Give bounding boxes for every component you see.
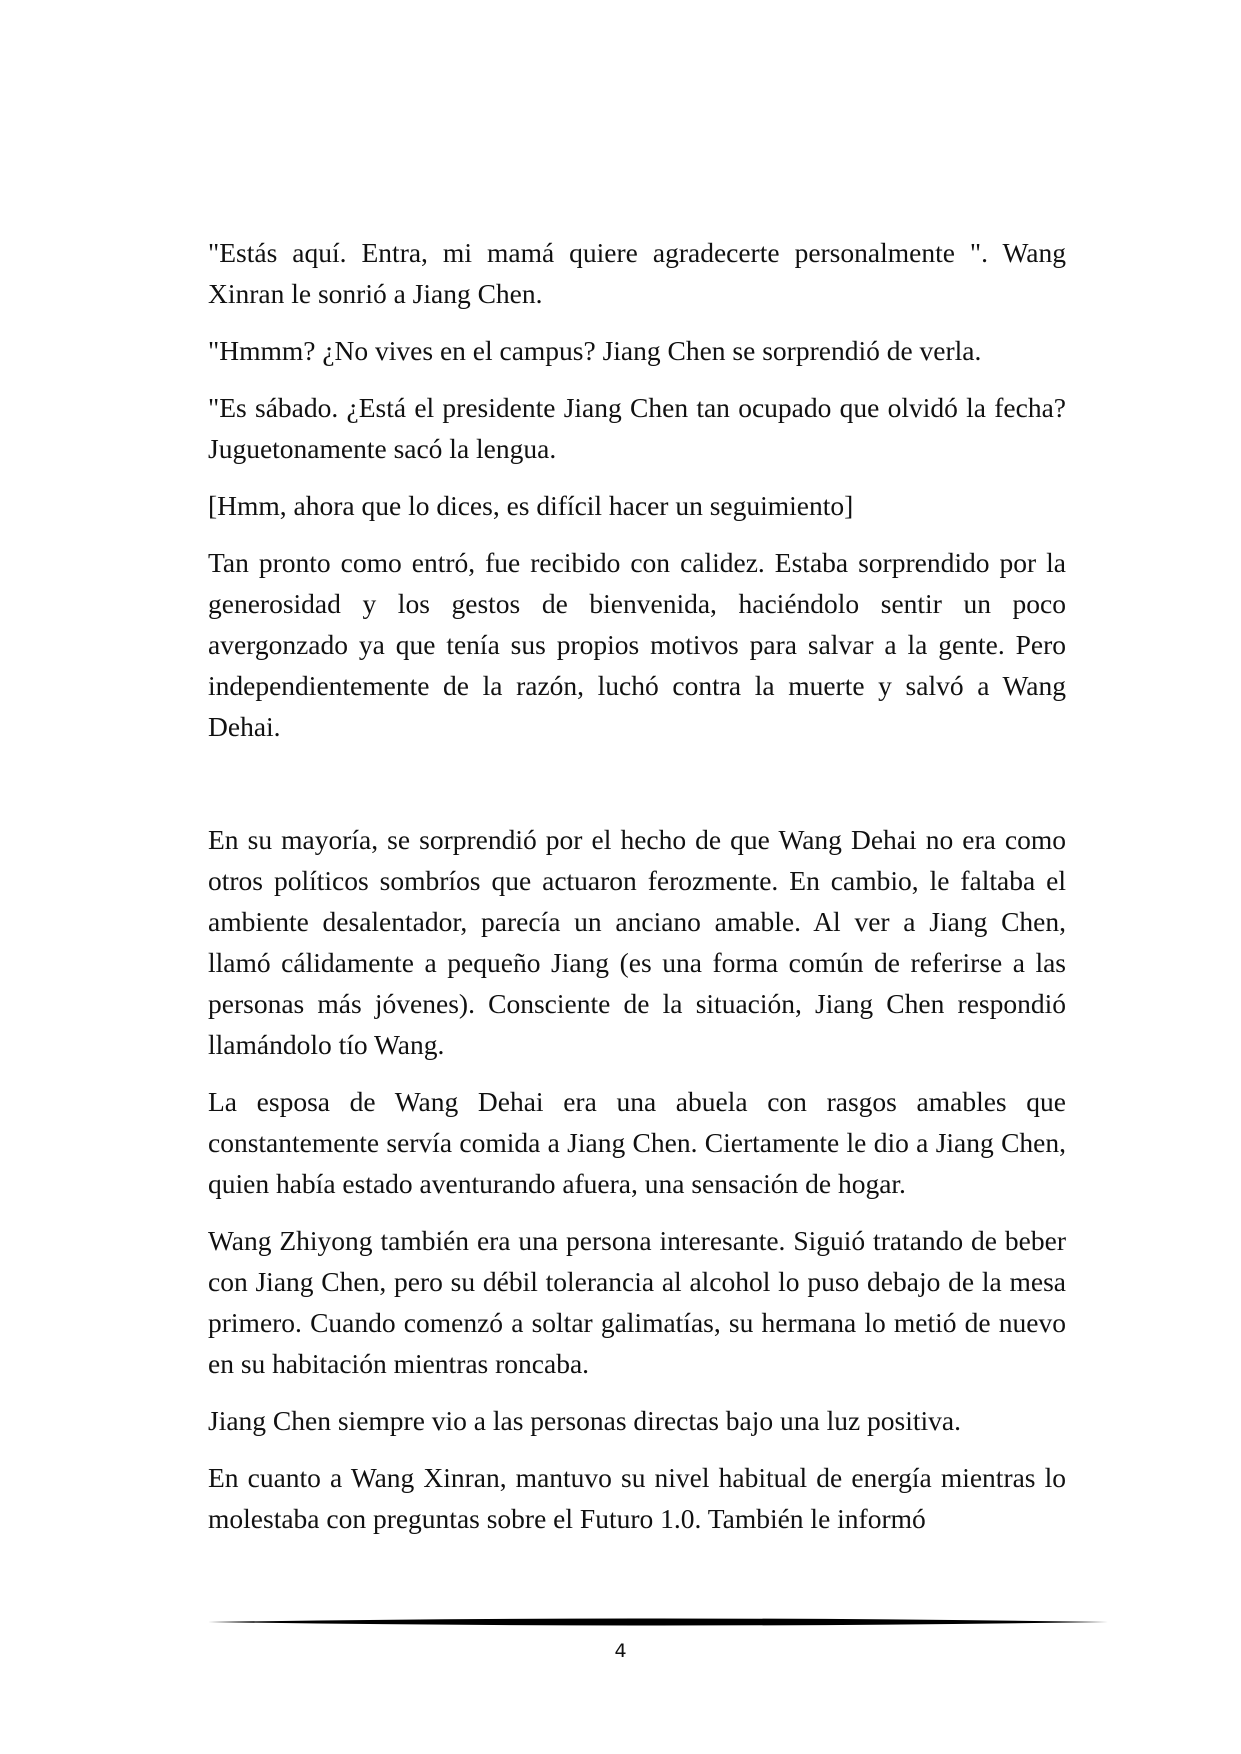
paragraph-2: "Hmmm? ¿No vives en el campus? Jiang Chen se sorprendió de verla. [208,335,982,366]
paragraph-7: La esposa de Wang Dehai era una abuela con rasgos amables que constantemente servía comida a Jiang Chen. Ciertamente le dio a Jiang Chen, quien había estado aventurando afuera, una sensación de hogar. [208,1086,1066,1199]
page-number: 4 [614,1640,627,1662]
paragraph-4: [Hmm, ahora que lo dices, es difícil hacer un seguimiento] [208,490,854,521]
paragraph-6: En su mayoría, se sorprendió por el hecho de que Wang Dehai no era como otros políticos sombríos que actuaron ferozmente. En cambio, le faltaba el ambiente desalentador, parecía un anciano amable. Al ver a Jiang Chen, llamó cálidamente a pequeño Jiang (es una forma común de referirse a las personas más jóvenes). Consciente de la situación, Jiang Chen respondió llamándolo tío Wang. [208,824,1066,1060]
footer-divider [208,1616,1108,1628]
paragraph-8: Wang Zhiyong también era una persona interesante. Siguió tratando de beber con Jiang Chen, pero su débil tolerancia al alcohol lo puso debajo de la mesa primero. Cuando comenzó a soltar galimatías, su hermana lo metió de nuevo en su habitación mientras roncaba. [208,1225,1066,1379]
paragraph-9: Jiang Chen siempre vio a las personas directas bajo una luz positiva. [208,1405,962,1436]
paragraph-1: "Estás aquí. Entra, mi mamá quiere agradecerte personalmente ". Wang Xinran le sonrió a Jiang Chen. [208,237,1066,309]
page-body [208,232,1066,1555]
paragraph-10: En cuanto a Wang Xinran, mantuvo su nivel habitual de energía mientras lo molestaba con preguntas sobre el Futuro 1.0. También le informó [208,1462,1066,1534]
paragraph-5: Tan pronto como entró, fue recibido con calidez. Estaba sorprendido por la generosidad y los gestos de bienvenida, haciéndolo sentir un poco avergonzado ya que tenía sus propios motivos para salvar a la gente. Pero independientemente de la razón, luchó contra la muerte y salvó a Wang Dehai. [208,547,1066,742]
paragraph-3: "Es sábado. ¿Está el presidente Jiang Chen tan ocupado que olvidó la fecha? Juguetonamente sacó la lengua. [208,392,1066,464]
